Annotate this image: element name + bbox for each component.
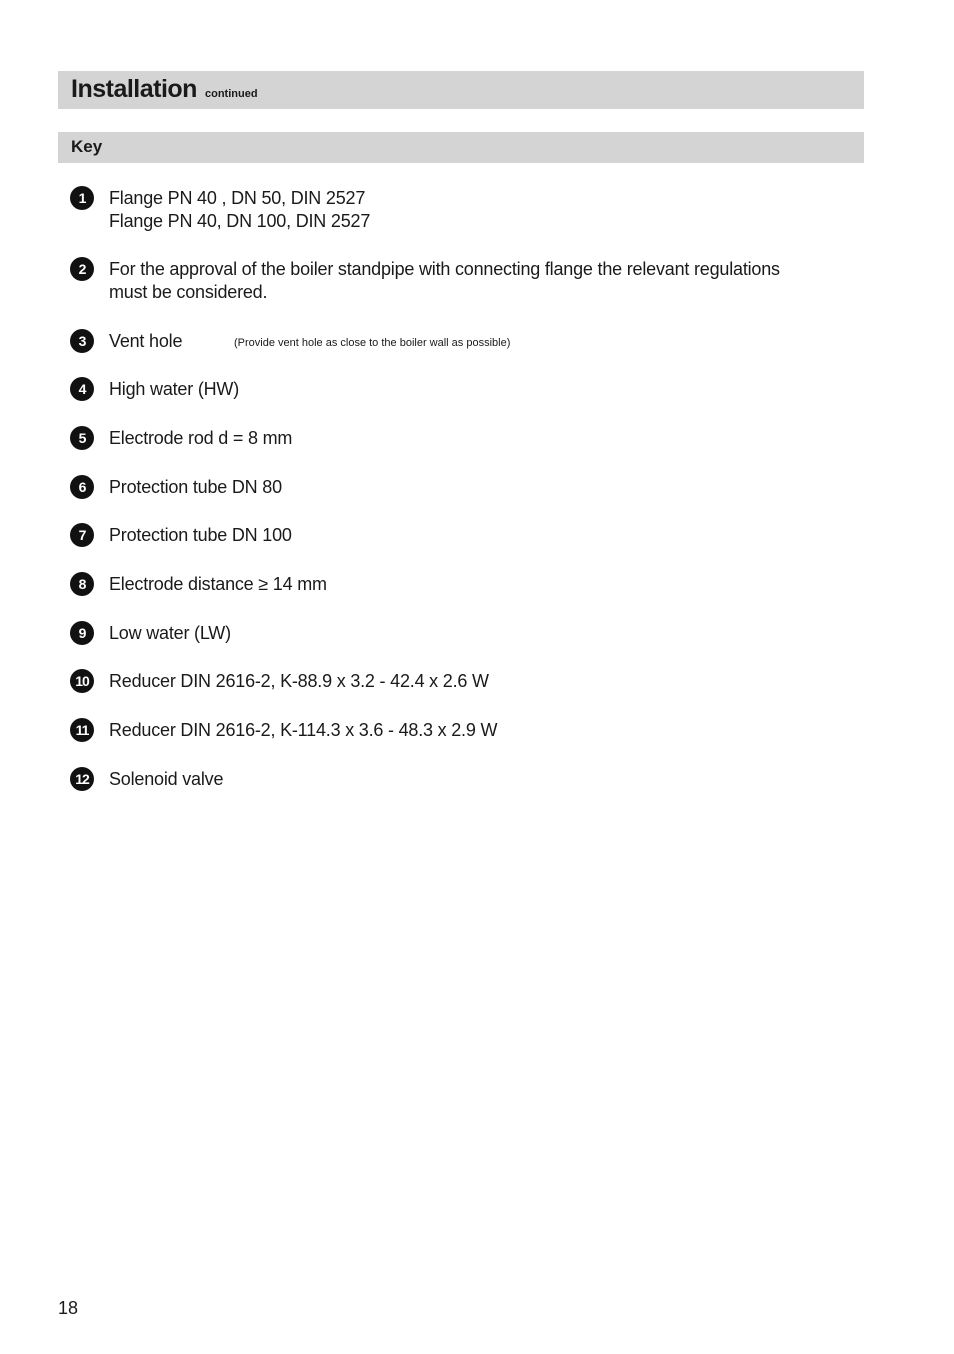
page-subtitle: continued — [205, 88, 258, 100]
item-line: must be considered. — [109, 282, 268, 302]
item-line: Flange PN 40 , DN 50, DIN 2527 — [109, 188, 366, 208]
page-number: 18 — [58, 1298, 79, 1318]
item-text — [109, 573, 327, 596]
item-line: Flange PN 40, DN 100, DIN 2527 — [109, 211, 371, 231]
item-number-badge: 7 — [70, 523, 94, 547]
item-number-badge: 2 — [70, 257, 94, 281]
item-number-badge: 8 — [70, 572, 94, 596]
item-line: Protection tube DN 80 — [109, 477, 282, 497]
item-number-badge: 5 — [70, 426, 94, 450]
section-header — [58, 71, 864, 109]
item-number-badge: 4 — [70, 377, 94, 401]
item-text — [109, 670, 489, 693]
item-line: For the approval of the boiler standpipe with connecting flange the relevant regulations — [109, 259, 780, 279]
item-text — [109, 476, 282, 499]
item-line: Reducer DIN 2616-2, K-114.3 x 3.6 - 48.3 x 2.9 W — [109, 720, 498, 740]
item-line: Vent hole — [109, 331, 183, 351]
item-note: (Provide vent hole as close to the boiler wall as possible) — [234, 337, 511, 349]
item-number-badge: 6 — [70, 475, 94, 499]
item-line: Solenoid valve — [109, 769, 224, 789]
item-text — [109, 378, 239, 401]
item-text — [109, 622, 231, 645]
item-number-badge: 11 — [70, 718, 94, 742]
key-header — [58, 132, 864, 163]
item-text — [109, 524, 292, 547]
item-text — [109, 258, 780, 304]
item-line: Protection tube DN 100 — [109, 525, 292, 545]
item-line: Low water (LW) — [109, 623, 231, 643]
item-number-badge: 12 — [70, 767, 94, 791]
item-line: Reducer DIN 2616-2, K-88.9 x 3.2 - 42.4 x 2.6 W — [109, 671, 489, 691]
item-number-badge: 9 — [70, 621, 94, 645]
item-text — [109, 187, 370, 233]
item-number-badge: 3 — [70, 329, 94, 353]
item-text — [109, 427, 292, 450]
item-text — [109, 768, 223, 791]
item-line: Electrode rod d = 8 mm — [109, 428, 293, 448]
item-line: Electrode distance ≥ 14 mm — [109, 574, 327, 594]
page-title: Installation — [71, 75, 197, 103]
key-label: Key — [71, 137, 103, 156]
item-line: High water (HW) — [109, 379, 240, 399]
item-text — [109, 330, 182, 353]
item-text — [109, 719, 497, 742]
item-number-badge: 1 — [70, 186, 94, 210]
item-number-badge: 10 — [70, 669, 94, 693]
